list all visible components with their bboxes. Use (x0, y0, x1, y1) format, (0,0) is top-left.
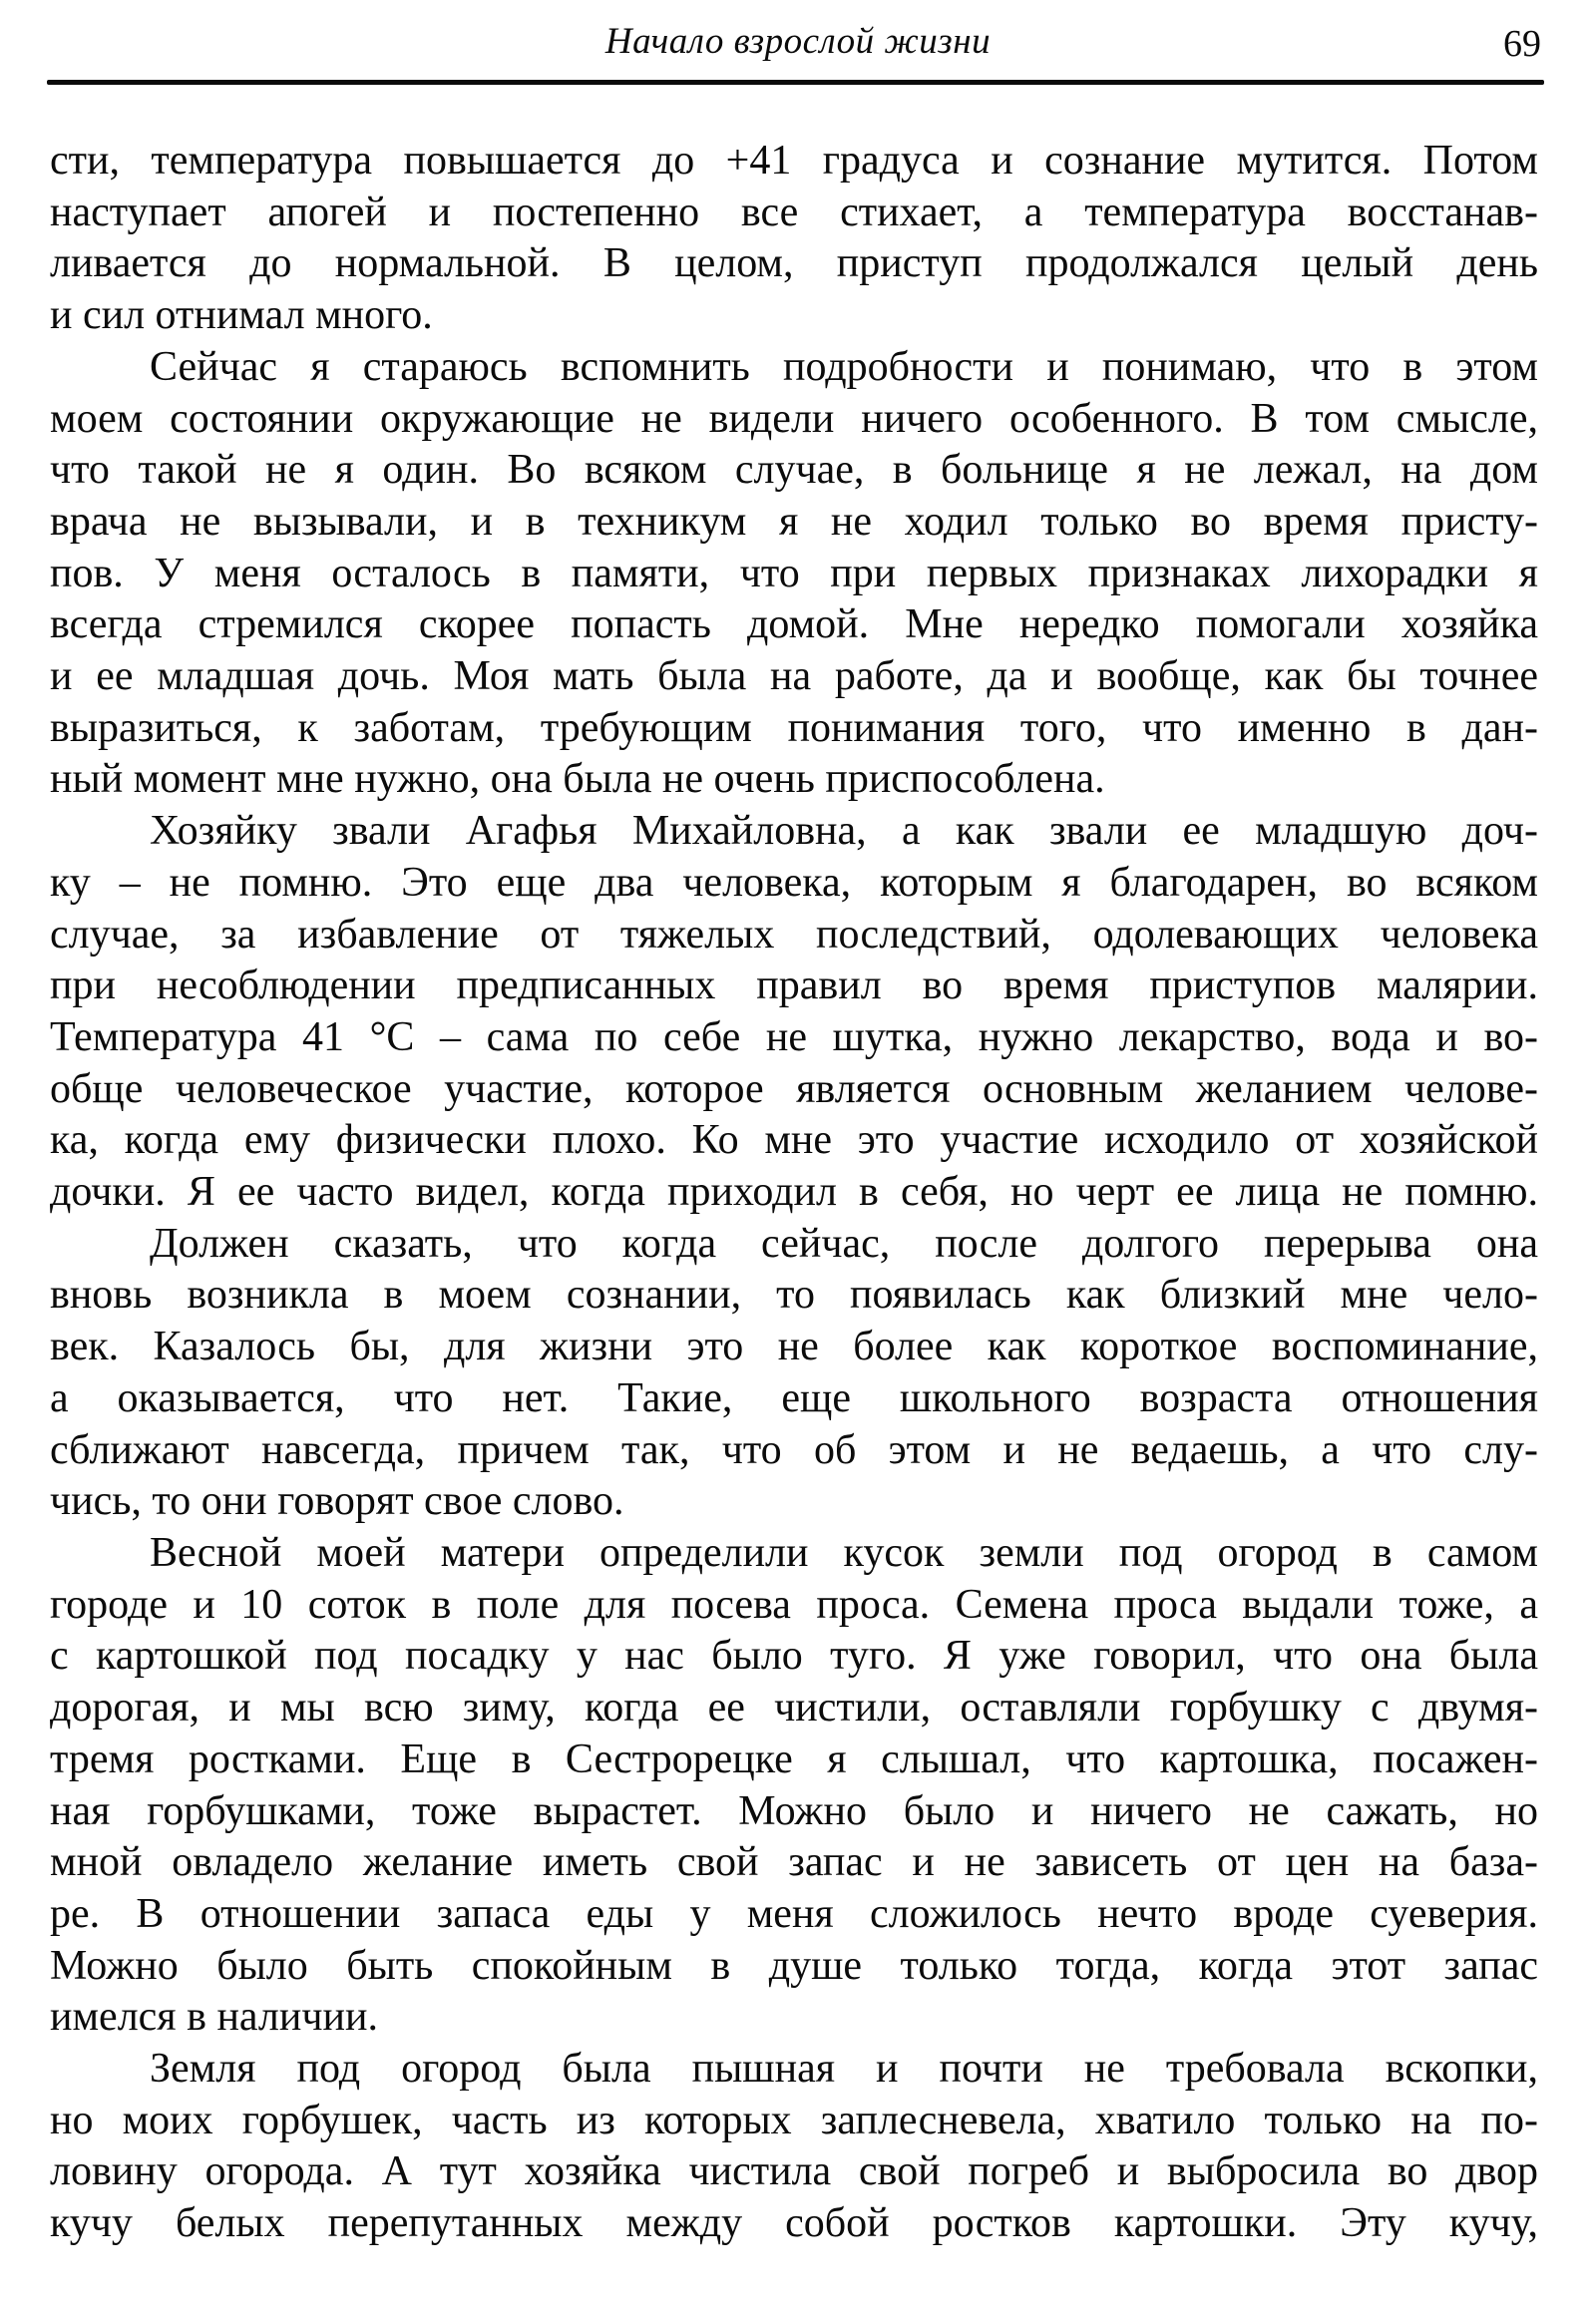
text-line: Можно было быть спокойным в душе только тогда, когда этот запас (50, 1942, 1538, 1989)
text-line: ная горбушками, тоже вырастет. Можно было и ничего не сажать, но (50, 1787, 1538, 1834)
text-line: с картошкой под посадку у нас было туго. Я уже говорил, что она была (50, 1633, 1538, 1680)
text-line: дорогая, и мы всю зиму, когда ее чистили, оставляли горбушку с двумя- (50, 1685, 1538, 1732)
text-line: городе и 10 соток в поле для посева проса. Семена проса выдали тоже, а (50, 1581, 1538, 1628)
body-text (50, 136, 1538, 2250)
text-line: моем состоянии окружающие не видели ничего особенного. В том смысле, (50, 395, 1538, 442)
text-line: сти, температура повышается до +41 градуса и сознание мутится. Потом (50, 138, 1538, 184)
text-line: Весной моей матери определили кусок земли под огород в самом (150, 1529, 1538, 1576)
paragraph (50, 2044, 1538, 2250)
text-line: случае, за избавление от тяжелых последствий, одолевающих человека (50, 911, 1538, 958)
text-line: вновь возникла в моем сознании, то появилась как близкий мне чело- (50, 1272, 1538, 1319)
text-line: выразиться, к заботам, требующим понимания того, что именно в дан- (50, 704, 1538, 751)
paragraph (50, 342, 1538, 806)
text-line: век. Казалось бы, для жизни это не более как короткое воспоминание, (50, 1324, 1538, 1370)
text-line: пов. У меня осталось в памяти, что при первых признаках лихорадки я (50, 550, 1538, 596)
text-line: имелся в наличии. (50, 1994, 378, 2041)
text-line: сближают навсегда, причем так, что об этом и не ведаешь, а что слу- (50, 1426, 1538, 1473)
text-line: а оказывается, что нет. Такие, еще школьного возраста отношения (50, 1374, 1538, 1421)
text-line: Хозяйку звали Агафья Михайловна, а как звали ее младшую доч- (150, 808, 1538, 855)
text-line: но моих горбушек, часть из которых заплесневела, хватило только на по- (50, 2097, 1538, 2143)
text-line: и ее младшая дочь. Моя мать была на работе, да и вообще, как бы точнее (50, 653, 1538, 700)
text-line: и сил отнимал много. (50, 292, 433, 339)
paragraph (50, 1528, 1538, 2044)
text-line: мной овладело желание иметь свой запас и не зависеть от цен на база- (50, 1839, 1538, 1886)
paragraph (50, 1219, 1538, 1528)
paragraph (50, 806, 1538, 1219)
text-line: всегда стремился скорее попасть домой. Мне нередко помогали хозяйка (50, 601, 1538, 648)
text-line: что такой не я один. Во всяком случае, в больнице я не лежал, на дом (50, 447, 1538, 494)
paragraph (50, 136, 1538, 342)
text-line: Температура 41 °C – сама по себе не шутка, нужно лекарство, вода и во- (50, 1013, 1538, 1060)
text-line: Сейчас я стараюсь вспомнить подробности и понимаю, что в этом (150, 343, 1538, 390)
text-line: кучу белых перепутанных между собой ростков картошки. Эту кучу, (50, 2200, 1538, 2247)
text-line: Должен сказать, что когда сейчас, после долгого перерыва она (150, 1220, 1538, 1267)
text-line: ку – не помню. Это еще два человека, которым я благодарен, во всяком (50, 859, 1538, 906)
text-line: ка, когда ему физически плохо. Ко мне это участие исходило от хозяйской (50, 1117, 1538, 1164)
text-line: ливается до нормальной. В целом, приступ продолжался целый день (50, 240, 1538, 287)
text-line: ный момент мне нужно, она была не очень приспособлена. (50, 756, 1105, 803)
text-line: дочки. Я ее часто видел, когда приходил в себя, но черт ее лица не помню. (50, 1169, 1538, 1216)
text-line: ре. В отношении запаса еды у меня сложилось нечто вроде суеверия. (50, 1890, 1538, 1937)
text-line: врача не вызывали, и в техникум я не ходил только во время присту- (50, 498, 1538, 545)
text-line: тремя ростками. Еще в Сестрорецке я слышал, что картошка, посажен- (50, 1735, 1538, 1782)
text-line: при несоблюдении предписанных правил во время приступов малярии. (50, 963, 1538, 1009)
text-line: чись, то они говорят свое слово. (50, 1478, 624, 1525)
text-line: Земля под огород была пышная и почти не требовала вскопки, (150, 2046, 1538, 2093)
text-line: наступает апогей и постепенно все стихает, а температура восстанав- (50, 189, 1538, 235)
running-title: Начало взрослой жизни (604, 21, 992, 62)
text-line: ловину огорода. А тут хозяйка чистила свой погреб и выбросила во двор (50, 2148, 1538, 2195)
text-line: обще человеческое участие, которое является основным желанием челове- (50, 1065, 1538, 1112)
header-rule (47, 80, 1544, 85)
page-number: 69 (1503, 23, 1541, 65)
